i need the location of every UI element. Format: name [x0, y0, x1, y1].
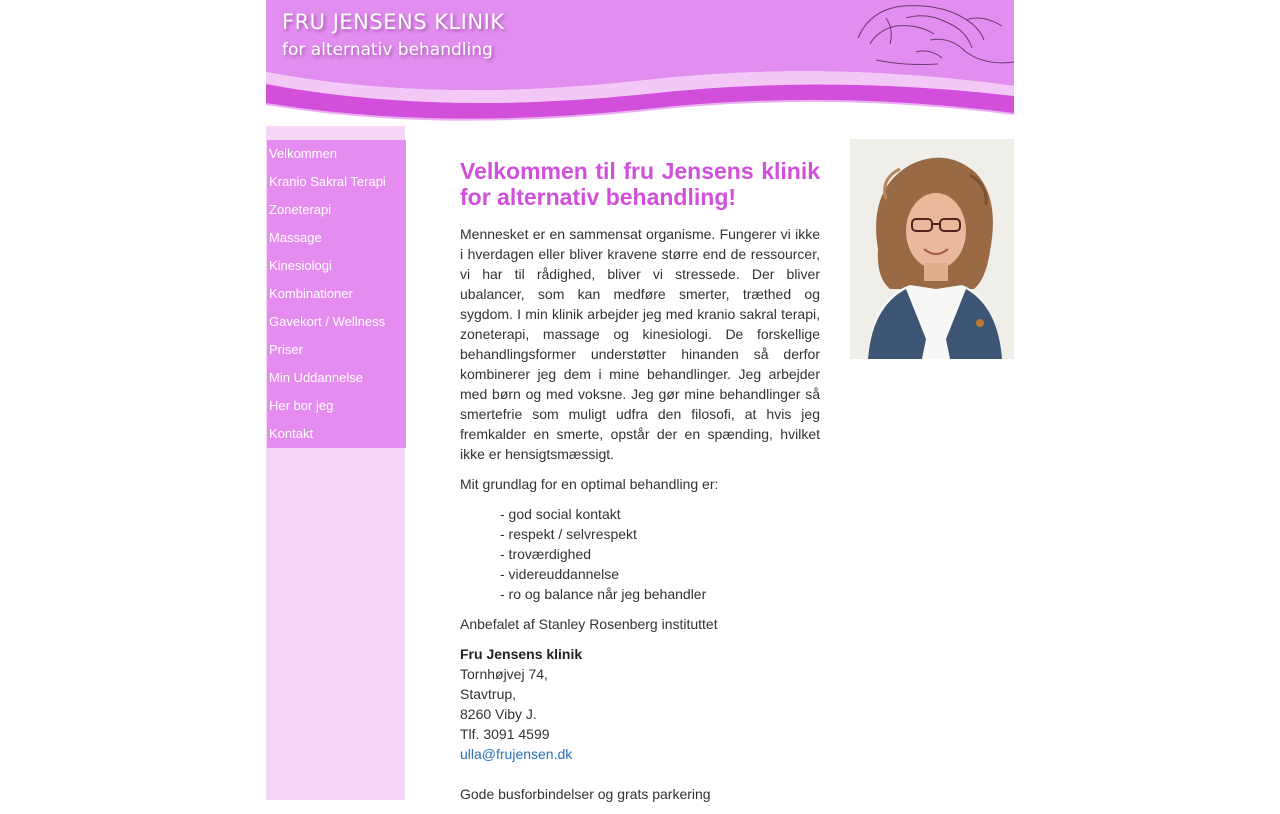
nav-item-velkommen[interactable]: Velkommen [269, 146, 337, 161]
nav-item-gavekort[interactable]: Gavekort / Wellness [269, 314, 386, 329]
intro-paragraph: Mennesket er en sammensat organisme. Fungerer vi ikke i hverdagen eller bliver kravene større end de ressourcer, vi har til rådighed, bliver vi stressede. Der bliver ubalancer, som kan medføre smerter, træthed og sygdom. I min klinik arbejder jeg med kranio sakral terapi, zoneterapi, massage og kinesiologi. De forskellige behandlingsformer understøtter hinanden så derfor kombinerer jeg dem i mine behandlinger. Jeg arbejder med børn og med voksne. Jeg gør mine behandlinger så smertefrie som muligt udfra den filosofi, at hvis jeg fremkalder en smerte, opstår der en spænding, hvilket ikke er hensigtsmæssigt. [460, 226, 820, 462]
nav-item-massage[interactable]: Massage [269, 230, 322, 245]
address-town: Stavtrup, [460, 686, 517, 702]
list-item: - troværdighed [500, 546, 592, 562]
spacer [460, 764, 820, 784]
header-banner [266, 0, 1014, 126]
page-headline: Velkommen til fru Jensens klinik for alternativ behandling! [460, 158, 820, 210]
site-subtitle: for alternativ behandling [282, 40, 493, 60]
email-link[interactable]: ulla@frujensen.dk [460, 746, 573, 762]
list-item: - god social kontakt [500, 506, 621, 522]
list-item: - respekt / selvrespekt [500, 526, 637, 542]
nav-item-zoneterapi[interactable]: Zoneterapi [269, 202, 332, 217]
clinic-name: Fru Jensens klinik [460, 646, 583, 662]
basis-intro: Mit grundlag for en optimal behandling er: [460, 476, 719, 492]
recommended-text: Anbefalet af Stanley Rosenberg instituttet [460, 616, 718, 632]
portrait-photo [850, 139, 1014, 359]
nav-item-min-uddannelse[interactable]: Min Uddannelse [269, 370, 363, 385]
list-item: - videreuddannelse [500, 566, 620, 582]
list-item: - ro og balance når jeg behandler [500, 586, 707, 602]
address-street: Tornhøjvej 74, [460, 666, 548, 682]
portrait-image [850, 139, 1014, 359]
nav-item-kontakt[interactable]: Kontakt [269, 426, 314, 441]
parking-note: Gode busforbindelser og grats parkering [460, 786, 711, 802]
nav-item-her-bor-jeg[interactable]: Her bor jeg [269, 398, 334, 413]
contact-address [460, 644, 820, 764]
address-postal: 8260 Viby J. [460, 706, 537, 722]
site-title: FRU JENSENS KLINIK [282, 10, 505, 34]
site-container [266, 0, 1014, 800]
main-navigation [267, 140, 406, 448]
nav-item-kombinationer[interactable]: Kombinationer [269, 286, 353, 301]
nav-item-priser[interactable]: Priser [269, 342, 303, 357]
address-phone: Tlf. 3091 4599 [460, 726, 550, 742]
basis-list [500, 504, 820, 604]
main-content [460, 158, 820, 814]
nav-item-kinesiologi[interactable]: Kinesiologi [269, 258, 332, 273]
nav-item-kranio-sakral-terapi[interactable]: Kranio Sakral Terapi [269, 174, 386, 189]
